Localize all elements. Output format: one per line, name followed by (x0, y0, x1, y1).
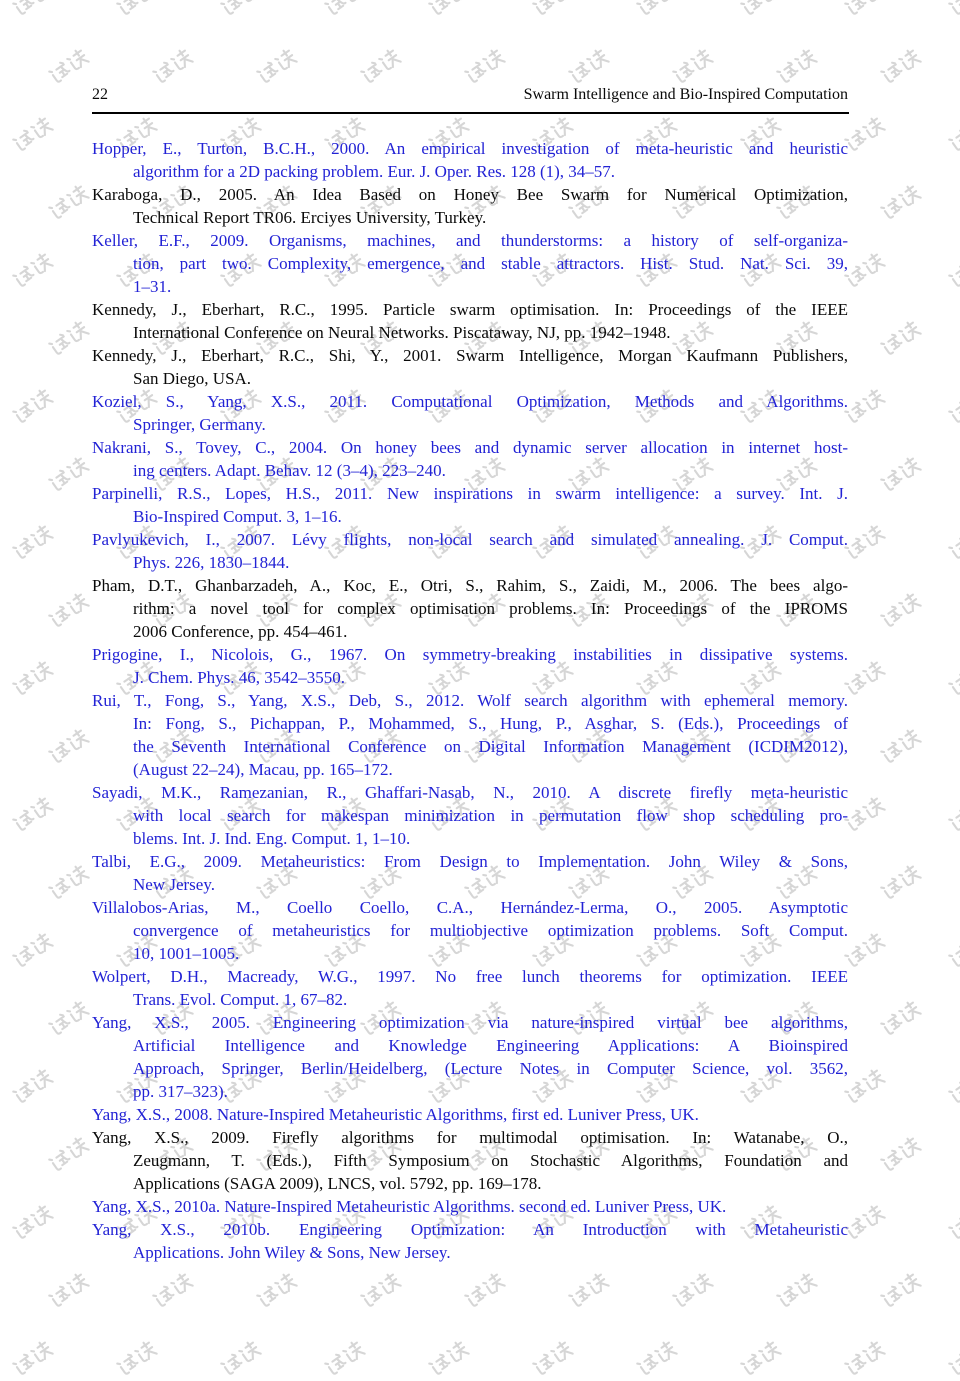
reference-entry[interactable] (92, 689, 848, 781)
reference-line[interactable]: Talbi, E.G., 2009. Metaheuristics: From Design to Implementation. John Wiley & Sons, (92, 852, 848, 871)
reference-line[interactable]: Yang, X.S., 2008. Nature-Inspired Metaheuristic Algorithms, first ed. Luniver Press, UK. (92, 1105, 699, 1124)
reference-entry (92, 298, 848, 344)
page-number: 22 (92, 86, 108, 103)
reference-line: 2006 Conference, pp. 454–461. (133, 622, 348, 641)
reference-line[interactable]: Trans. Evol. Comput. 1, 67–82. (133, 990, 348, 1009)
page-header (92, 85, 848, 104)
reference-line[interactable]: Springer, Germany. (133, 415, 266, 434)
reference-line[interactable]: with local search for makespan minimization in permutation flow shop scheduling pro- (133, 806, 848, 825)
reference-line: San Diego, USA. (133, 369, 252, 388)
reference-entry[interactable] (92, 965, 848, 1011)
reference-entry[interactable] (92, 436, 848, 482)
reference-line[interactable]: Yang, X.S., 2010a. Nature-Inspired Metaheuristic Algorithms. second ed. Luniver Press, UK. (92, 1197, 727, 1216)
reference-line[interactable]: Wolpert, D.H., Macready, W.G., 1997. No free lunch theorems for optimization. IEEE (92, 967, 848, 986)
reference-line[interactable]: Artificial Intelligence and Knowledge Engineering Applications: A Bioinspired (133, 1036, 848, 1055)
reference-line[interactable]: Yang, X.S., 2010b. Engineering Optimization: An Introduction with Metaheuristic (92, 1220, 848, 1239)
reference-line[interactable]: 1–31. (133, 277, 172, 296)
reference-entry (92, 344, 848, 390)
reference-line[interactable]: Rui, T., Fong, S., Yang, X.S., Deb, S., 2012. Wolf search algorithm with ephemeral memory. (92, 691, 848, 710)
reference-entry[interactable] (92, 528, 848, 574)
reference-line[interactable]: blems. Int. J. Ind. Eng. Comput. 1, 1–10. (133, 829, 411, 848)
reference-line[interactable]: Koziel, S., Yang, X.S., 2011. Computational Optimization, Methods and Algorithms. (92, 392, 848, 411)
reference-line[interactable]: Pavlyukevich, I., 2007. Lévy flights, non-local search and simulated annealing. J. Comput. (92, 530, 848, 549)
reference-line[interactable]: Prigogine, I., Nicolois, G., 1967. On symmetry-breaking instabilities in dissipative systems. (92, 645, 848, 664)
running-title: Swarm Intelligence and Bio-Inspired Computation (523, 86, 848, 103)
reference-line: Kennedy, J., Eberhart, R.C., 1995. Particle swarm optimisation. In: Proceedings of the IEEE (92, 300, 848, 319)
reference-line[interactable]: Applications. John Wiley & Sons, New Jersey. (133, 1243, 451, 1262)
reference-line: rithm: a novel tool for complex optimisation problems. In: Proceedings of the IPROMS (133, 599, 848, 618)
reference-line: Pham, D.T., Ghanbarzadeh, A., Koc, E., Otri, S., Rahim, S., Zaidi, M., 2006. The bees algo- (92, 576, 848, 595)
reference-line[interactable]: New Jersey. (133, 875, 215, 894)
reference-line[interactable]: Approach, Springer, Berlin/Heidelberg, (Lecture Notes in Computer Science, vol. 3562, (133, 1059, 848, 1078)
reference-line[interactable]: Parpinelli, R.S., Lopes, H.S., 2011. New inspirations in swarm intelligence: a survey. Int. J. (92, 484, 848, 503)
reference-line[interactable]: Bio-Inspired Comput. 3, 1–16. (133, 507, 342, 526)
reference-entry[interactable] (92, 1011, 848, 1103)
reference-entry[interactable] (92, 1103, 848, 1126)
reference-line[interactable]: In: Fong, S., Pichappan, P., Mohammed, S., Hung, P., Asghar, S. (Eds.), Proceedings of (133, 714, 848, 733)
reference-line[interactable]: Sayadi, M.K., Ramezanian, R., Ghaffari-Nasab, N., 2010. A discrete firefly meta-heuristic (92, 783, 848, 802)
reference-line: Technical Report TR06. Erciyes University, Turkey. (133, 208, 487, 227)
reference-entry[interactable] (92, 390, 848, 436)
reference-line: International Conference on Neural Networks. Piscataway, NJ, pp. 1942–1948. (133, 323, 671, 342)
reference-entry[interactable] (92, 781, 848, 850)
reference-line[interactable]: the Seventh International Conference on Digital Information Management (ICDIM2012), (133, 737, 848, 756)
reference-entry[interactable] (92, 1218, 848, 1264)
reference-line[interactable]: Hopper, E., Turton, B.C.H., 2000. An empirical investigation of meta-heuristic and heuristic (92, 139, 848, 158)
reference-line[interactable]: Yang, X.S., 2005. Engineering optimization via nature-inspired virtual bee algorithms, (92, 1013, 848, 1032)
reference-line[interactable]: convergence of metaheuristics for multiobjective optimization problems. Soft Comput. (133, 921, 848, 940)
reference-entry (92, 183, 848, 229)
reference-line: Yang, X.S., 2009. Firefly algorithms for multimodal optimisation. In: Watanabe, O., (92, 1128, 848, 1147)
reference-line[interactable]: Nakrani, S., Tovey, C., 2004. On honey bees and dynamic server allocation in internet host- (92, 438, 848, 457)
reference-line[interactable]: (August 22–24), Macau, pp. 165–172. (133, 760, 393, 779)
reference-entry[interactable] (92, 643, 848, 689)
reference-line: Zeugmann, T. (Eds.), Fifth Symposium on Stochastic Algorithms, Foundation and (133, 1151, 848, 1170)
reference-entry (92, 1126, 848, 1195)
reference-line[interactable]: 10, 1001–1005. (133, 944, 240, 963)
reference-entry[interactable] (92, 229, 848, 298)
reference-line[interactable]: ing centers. Adapt. Behav. 12 (3–4), 223–240. (133, 461, 446, 480)
reference-line: Applications (SAGA 2009), LNCS, vol. 5792, pp. 169–178. (133, 1174, 542, 1193)
reference-line[interactable]: Villalobos-Arias, M., Coello Coello, C.A., Hernández-Lerma, O., 2005. Asymptotic (92, 898, 848, 917)
reference-line[interactable]: Phys. 226, 1830–1844. (133, 553, 290, 572)
header-rule (92, 112, 849, 114)
reference-line: Kennedy, J., Eberhart, R.C., Shi, Y., 2001. Swarm Intelligence, Morgan Kaufmann Publishers, (92, 346, 848, 365)
reference-line[interactable]: algorithm for a 2D packing problem. Eur. J. Oper. Res. 128 (1), 34–57. (133, 162, 616, 181)
reference-entry[interactable] (92, 896, 848, 965)
reference-entry[interactable] (92, 1195, 848, 1218)
reference-entry (92, 574, 848, 643)
reference-line: Karaboga, D., 2005. An Idea Based on Honey Bee Swarm for Numerical Optimization, (92, 185, 848, 204)
reference-line[interactable]: pp. 317–323). (133, 1082, 228, 1101)
reference-entry[interactable] (92, 137, 848, 183)
reference-line[interactable]: J. Chem. Phys. 46, 3542–3550. (133, 668, 346, 687)
references-list (92, 137, 848, 1264)
reference-entry[interactable] (92, 850, 848, 896)
reference-line[interactable]: tion, part two. Complexity, emergence, and stable attractors. Hist. Stud. Nat. Sci. 39, (133, 254, 848, 273)
reference-entry[interactable] (92, 482, 848, 528)
reference-line[interactable]: Keller, E.F., 2009. Organisms, machines, and thunderstorms: a history of self-organiza- (92, 231, 848, 250)
